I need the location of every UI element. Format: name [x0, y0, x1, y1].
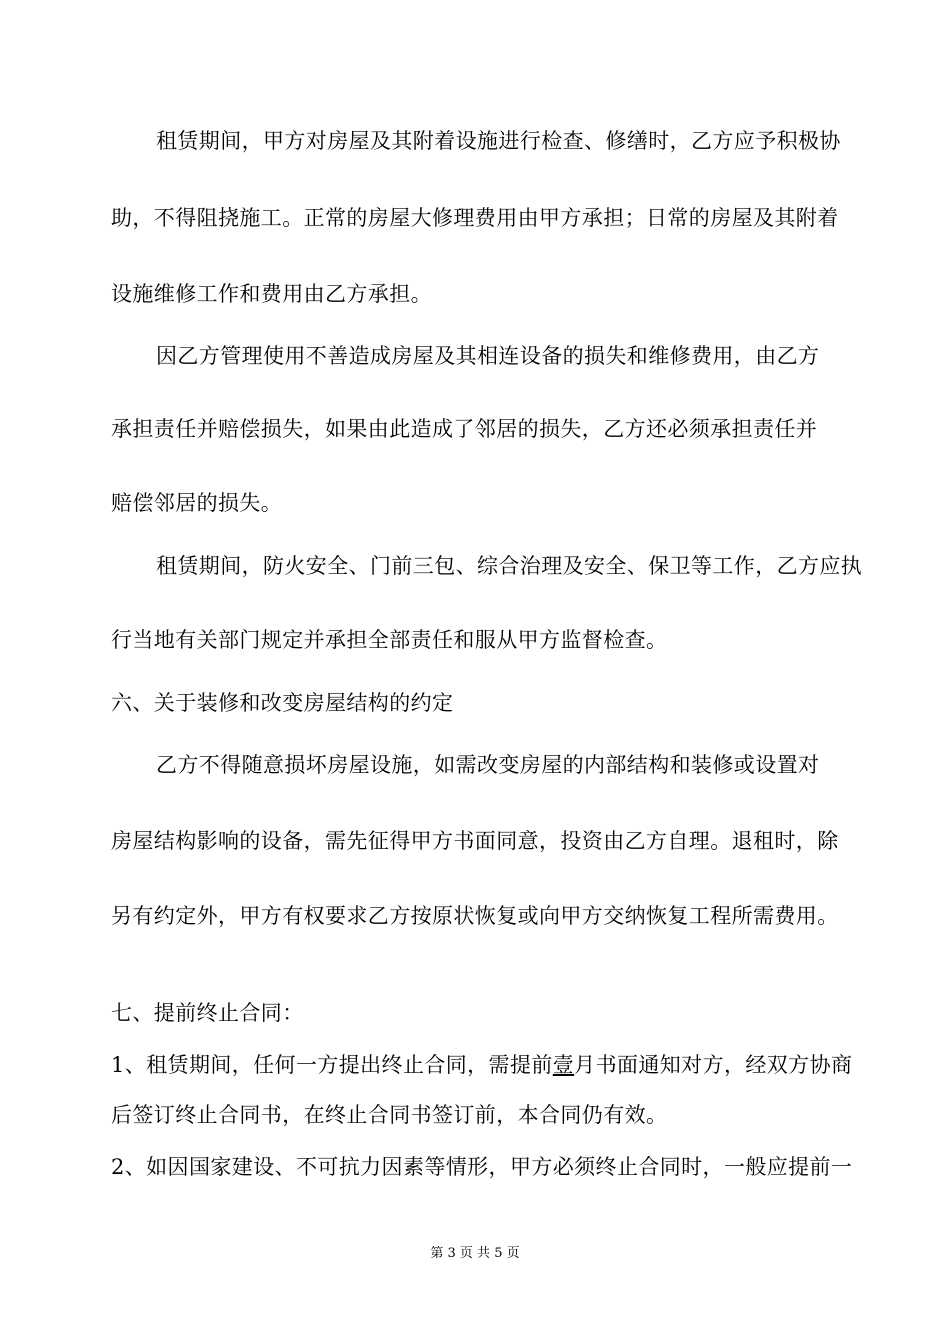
list-item-continuation: 后签订终止合同书，在终止合同书签订前，本合同仍有效。: [111, 1103, 668, 1127]
paragraph-line: 租赁期间，防火安全、门前三包、综合治理及安全、保卫等工作，乙方应执: [156, 554, 863, 578]
paragraph-line: 租赁期间，甲方对房屋及其附着设施进行检查、修缮时，乙方应予积极协: [156, 129, 841, 153]
list-item-text: 1、租赁期间，任何一方提出终止合同，需提前: [111, 1053, 553, 1077]
paragraph-line: 行当地有关部门规定并承担全部责任和服从甲方监督检查。: [111, 628, 668, 652]
paragraph-line: 因乙方管理使用不善造成房屋及其相连设备的损失和维修费用，由乙方: [156, 344, 820, 368]
paragraph-line: 助，不得阻挠施工。正常的房屋大修理费用由甲方承担；日常的房屋及其附着: [111, 206, 839, 230]
paragraph-line: 承担责任并赔偿损失，如果由此造成了邻居的损失，乙方还必须承担责任并: [111, 417, 818, 441]
paragraph-line: 房屋结构影响的设备，需先征得甲方书面同意，投资由乙方自理。退租时，除: [111, 829, 839, 853]
paragraph-line: 赔偿邻居的损失。: [111, 491, 283, 515]
section-heading: 六、关于装修和改变房屋结构的约定: [111, 691, 454, 715]
underlined-term: 壹: [552, 1053, 575, 1077]
paragraph-line: 乙方不得随意损坏房屋设施，如需改变房屋的内部结构和装修或设置对: [156, 753, 820, 777]
list-item: 2、如因国家建设、不可抗力因素等情形，甲方必须终止合同时，一般应提前一: [111, 1155, 853, 1179]
page-footer: 第 3 页 共 5 页: [430, 1246, 520, 1261]
list-item-text: 月书面通知对方，经双方协商: [574, 1053, 853, 1077]
list-item: [111, 1052, 852, 1078]
section-heading: 七、提前终止合同：: [111, 1001, 304, 1025]
paragraph-line: 另有约定外，甲方有权要求乙方按原状恢复或向甲方交纳恢复工程所需费用。: [111, 904, 839, 928]
paragraph-line: 设施维修工作和费用由乙方承担。: [111, 282, 432, 306]
